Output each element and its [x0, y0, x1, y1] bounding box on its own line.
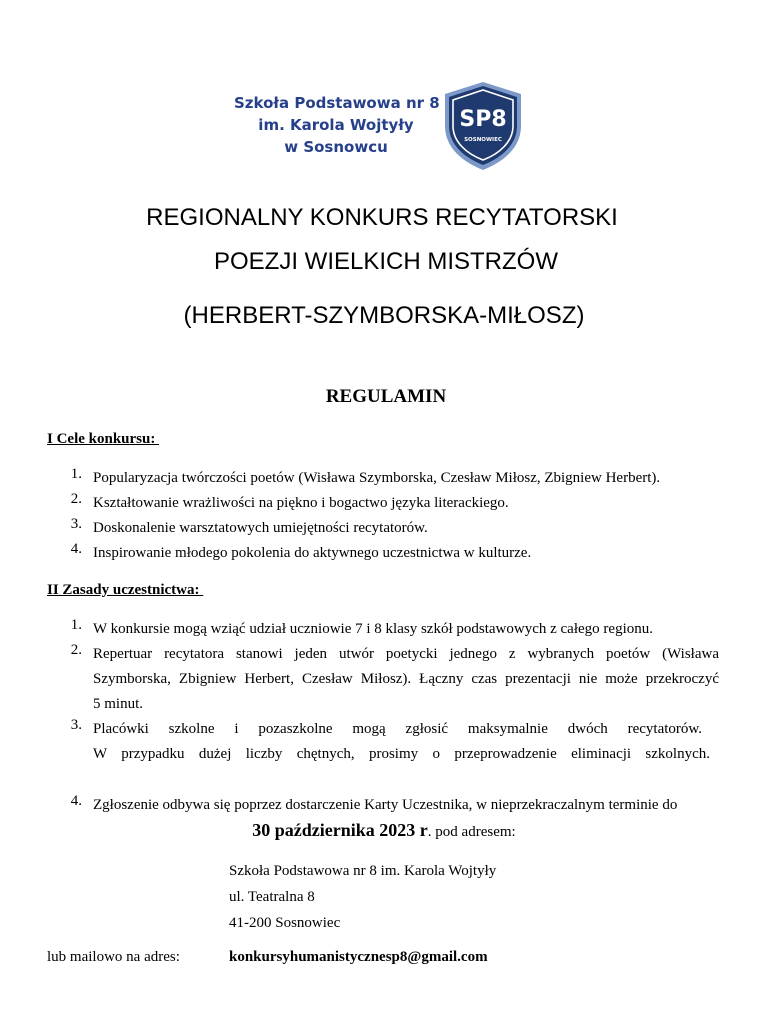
contest-title-line-1: REGIONALNY KONKURS RECYTATORSKI: [146, 204, 618, 231]
school-name-line-3: w Sosnowcu: [284, 138, 388, 156]
list-number: 1.: [70, 466, 82, 482]
list-text: [93, 642, 719, 717]
list-text: [93, 717, 719, 767]
section-1-heading: I Cele konkursu:: [47, 431, 160, 447]
list-text: Zgłoszenie odbywa się poprzez dostarczenie Karty Uczestnika, w nieprzekraczalnym terminie do: [93, 797, 678, 813]
email-address: konkursyhumanistycznesp8@gmail.com: [229, 949, 488, 965]
contest-title-line-3: (HERBERT-SZYMBORSKA-MIŁOSZ): [183, 302, 585, 329]
list-text: Inspirowanie młodego pokolenia do aktywnego uczestnictwa w kulturze.: [93, 545, 532, 561]
list-number: 2.: [70, 491, 82, 507]
address-line-3: 41-200 Sosnowiec: [229, 915, 341, 931]
school-name-line-2: im. Karola Wojtyły: [258, 116, 414, 134]
list-number: 4.: [70, 541, 82, 557]
list-text: Kształtowanie wrażliwości na piękno i bogactwo języka literackiego.: [93, 495, 509, 511]
deadline-suffix: . pod adresem:: [427, 824, 516, 840]
address-line-2: ul. Teatralna 8: [229, 889, 315, 905]
list-text: Popularyzacja twórczości poetów (Wisława Szymborska, Czesław Miłosz, Zbigniew Herbert).: [93, 470, 661, 486]
school-logo-text: [234, 92, 438, 158]
list-text-line: Repertuar recytatora stanowi jeden utwór poetycki jednego z wybranych poetów (Wisława: [93, 646, 719, 662]
school-shield-logo: [441, 80, 525, 172]
list-text-line: Szymborska, Zbigniew Herbert, Czesław Miłosz). Łączny czas prezentacji nie może przekroczyć: [93, 671, 719, 687]
address-line-1: Szkoła Podstawowa nr 8 im. Karola Wojtyły: [229, 863, 497, 879]
logo-city-text: SOSNOWIEC: [464, 137, 502, 143]
list-text: W konkursie mogą wziąć udział uczniowie 7 i 8 klasy szkół podstawowych z całego regionu.: [93, 621, 653, 637]
list-text: Doskonalenie warsztatowych umiejętności recytatorów.: [93, 520, 428, 536]
school-name-line-1: Szkoła Podstawowa nr 8: [234, 94, 440, 112]
deadline-line: [0, 820, 768, 841]
contest-title-line-2: POEZJI WIELKICH MISTRZÓW: [213, 248, 558, 275]
list-number: 4.: [70, 793, 82, 809]
list-text-line: 5 minut.: [93, 696, 144, 712]
logo-sp8-text: SP8: [459, 107, 507, 132]
list-text-line: W przypadku dużej liczby chętnych, prosimy o przeprowadzenie eliminacji szkolnych.: [93, 746, 710, 762]
email-label: lub mailowo na adres:: [47, 949, 180, 965]
deadline-date: 30 października 2023 r: [252, 820, 428, 840]
list-number: 3.: [70, 516, 82, 532]
postal-address: [229, 858, 496, 936]
list-number: 2.: [70, 642, 82, 658]
list-text-line: Placówki szkolne i pozaszkolne mogą zgłosić maksymalnie dwóch recytatorów.: [93, 721, 702, 737]
list-number: 1.: [70, 617, 82, 633]
section-2-heading: II Zasady uczestnictwa:: [47, 582, 204, 598]
regulamin-heading: REGULAMIN: [325, 386, 447, 407]
list-number: 3.: [70, 717, 82, 733]
